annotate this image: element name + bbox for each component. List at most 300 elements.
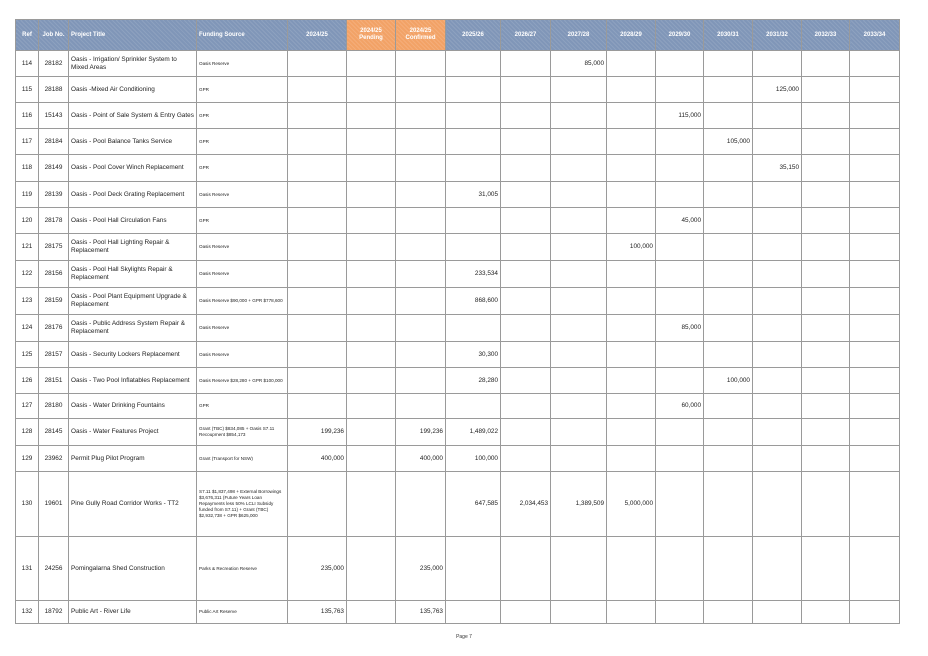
amount-cell [656,288,704,315]
ref-cell: 124 [16,315,39,342]
project-title-cell: Oasis - Point of Sale System & Entry Gates [69,103,197,129]
amount-cell [396,129,446,155]
amount-cell [396,342,446,368]
amount-cell: 400,000 [288,446,347,472]
ref-cell: 117 [16,129,39,155]
amount-cell [656,472,704,537]
job-number-cell: 28180 [39,394,69,419]
amount-cell [347,537,396,601]
amount-cell [802,342,850,368]
amount-cell [850,288,900,315]
amount-cell [551,446,607,472]
amount-cell [551,288,607,315]
amount-cell [704,208,753,234]
amount-cell [753,51,802,77]
amount-cell: 100,000 [607,234,656,261]
amount-cell [446,103,501,129]
col-2030-31-header: 2030/31 [704,20,753,51]
amount-cell [850,51,900,77]
ref-cell: 126 [16,368,39,394]
amount-cell [753,103,802,129]
table-row [16,394,900,419]
amount-cell [501,155,551,182]
amount-cell [396,155,446,182]
col-2024-25-pending-header: 2024/25 Pending [347,20,396,51]
amount-cell [446,394,501,419]
amount-cell [551,208,607,234]
amount-cell: 647,585 [446,472,501,537]
ref-cell: 131 [16,537,39,601]
amount-cell: 100,000 [704,368,753,394]
ref-cell: 128 [16,419,39,446]
funding-source-cell: Oasis Reserve $28,280 + GPR $100,000 [197,368,288,394]
amount-cell [704,234,753,261]
amount-cell [802,129,850,155]
amount-cell [607,394,656,419]
amount-cell [802,368,850,394]
funding-source-cell: Grant (Transport for NSW) [197,446,288,472]
job-number-cell: 28145 [39,419,69,446]
amount-cell [607,601,656,624]
amount-cell [501,103,551,129]
ref-cell: 118 [16,155,39,182]
amount-cell [607,288,656,315]
amount-cell: 45,000 [656,208,704,234]
project-title-cell: Oasis - Water Features Project [69,419,197,446]
amount-cell [704,537,753,601]
amount-cell [802,234,850,261]
amount-cell [501,601,551,624]
amount-cell [656,77,704,103]
table-body [16,51,900,624]
project-title-cell: Oasis - Irrigation/ Sprinkler System to Mixed Areas [69,51,197,77]
amount-cell [802,394,850,419]
amount-cell [704,394,753,419]
amount-cell [501,234,551,261]
amount-cell [704,315,753,342]
amount-cell [551,261,607,288]
amount-cell [607,537,656,601]
amount-cell [501,342,551,368]
amount-cell [802,315,850,342]
amount-cell [446,315,501,342]
col-2028-29-header: 2028/29 [607,20,656,51]
amount-cell [753,182,802,208]
amount-cell: 199,236 [396,419,446,446]
amount-cell [347,103,396,129]
amount-cell: 85,000 [656,315,704,342]
ref-cell: 132 [16,601,39,624]
amount-cell [396,261,446,288]
amount-cell [656,234,704,261]
col-ref-header: Ref [16,20,39,51]
funding-source-cell: GPR [197,77,288,103]
amount-cell [656,446,704,472]
amount-cell [850,103,900,129]
amount-cell [347,234,396,261]
amount-cell [288,394,347,419]
table-row [16,446,900,472]
amount-cell [704,288,753,315]
amount-cell [704,419,753,446]
job-number-cell: 28151 [39,368,69,394]
amount-cell [347,419,396,446]
amount-cell [850,77,900,103]
amount-cell [501,419,551,446]
amount-cell: 85,000 [551,51,607,77]
amount-cell [347,342,396,368]
col-2032-33-header: 2032/33 [802,20,850,51]
job-number-cell: 28182 [39,51,69,77]
amount-cell [396,234,446,261]
amount-cell [446,155,501,182]
amount-cell [704,261,753,288]
amount-cell [607,155,656,182]
amount-cell [704,472,753,537]
amount-cell [656,261,704,288]
amount-cell [288,103,347,129]
amount-cell [753,472,802,537]
amount-cell [850,315,900,342]
amount-cell [288,288,347,315]
table-row [16,208,900,234]
ref-cell: 130 [16,472,39,537]
amount-cell [850,419,900,446]
amount-cell [501,394,551,419]
table-row [16,368,900,394]
amount-cell: 60,000 [656,394,704,419]
amount-cell [347,182,396,208]
amount-cell [802,155,850,182]
job-number-cell: 18792 [39,601,69,624]
amount-cell [656,419,704,446]
project-title-cell: Oasis - Two Pool Inflatables Replacement [69,368,197,394]
amount-cell [607,261,656,288]
funding-source-cell: Oasis Reserve [197,51,288,77]
col-2026-27-header: 2026/27 [501,20,551,51]
project-title-cell: Oasis - Pool Plant Equipment Upgrade & Replacement [69,288,197,315]
amount-cell: 5,000,000 [607,472,656,537]
amount-cell [753,288,802,315]
amount-cell: 35,150 [753,155,802,182]
amount-cell [551,129,607,155]
job-number-cell: 28188 [39,77,69,103]
amount-cell [850,446,900,472]
amount-cell: 30,300 [446,342,501,368]
col-title-header: Project Title [69,20,197,51]
amount-cell: 135,763 [288,601,347,624]
header-row [16,20,900,51]
amount-cell [396,77,446,103]
amount-cell [802,537,850,601]
amount-cell [551,368,607,394]
job-number-cell: 19601 [39,472,69,537]
amount-cell: 125,000 [753,77,802,103]
amount-cell [753,368,802,394]
funding-source-cell: GPR [197,129,288,155]
project-title-cell: Oasis - Pool Hall Skylights Repair & Replacement [69,261,197,288]
amount-cell [396,315,446,342]
amount-cell [551,342,607,368]
amount-cell [396,472,446,537]
amount-cell [288,342,347,368]
amount-cell [347,155,396,182]
amount-cell [607,182,656,208]
amount-cell [446,129,501,155]
amount-cell [607,419,656,446]
amount-cell [501,129,551,155]
project-title-cell: Oasis - Security Lockers Replacement [69,342,197,368]
col-job-header: Job No. [39,20,69,51]
amount-cell [704,342,753,368]
funding-source-cell: GPR [197,394,288,419]
amount-cell [446,77,501,103]
amount-cell [607,446,656,472]
amount-cell [501,261,551,288]
amount-cell [288,208,347,234]
amount-cell [656,368,704,394]
amount-cell [347,394,396,419]
job-number-cell: 28139 [39,182,69,208]
amount-cell [347,472,396,537]
funding-source-cell: GPR [197,155,288,182]
amount-cell [396,208,446,234]
amount-cell [802,77,850,103]
amount-cell [607,315,656,342]
ref-cell: 116 [16,103,39,129]
amount-cell [288,129,347,155]
amount-cell [753,446,802,472]
table-row [16,419,900,446]
amount-cell: 868,600 [446,288,501,315]
amount-cell [607,77,656,103]
amount-cell [802,103,850,129]
table-row [16,601,900,624]
job-number-cell: 24256 [39,537,69,601]
amount-cell [802,182,850,208]
amount-cell [850,234,900,261]
amount-cell [753,315,802,342]
amount-cell [347,77,396,103]
project-title-cell: Oasis -Mixed Air Conditioning [69,77,197,103]
amount-cell [501,315,551,342]
amount-cell [501,537,551,601]
amount-cell [396,51,446,77]
ref-cell: 119 [16,182,39,208]
amount-cell [802,51,850,77]
amount-cell [656,537,704,601]
amount-cell [396,182,446,208]
amount-cell: 135,763 [396,601,446,624]
job-number-cell: 28178 [39,208,69,234]
project-title-cell: Oasis - Pool Balance Tanks Service [69,129,197,155]
table-row [16,182,900,208]
amount-cell [446,601,501,624]
amount-cell [396,288,446,315]
amount-cell [446,51,501,77]
amount-cell [607,208,656,234]
amount-cell [656,129,704,155]
amount-cell [753,129,802,155]
amount-cell [396,103,446,129]
funding-source-cell: GPR [197,208,288,234]
ref-cell: 122 [16,261,39,288]
amount-cell [501,368,551,394]
capital-works-table [15,19,900,624]
amount-cell [347,51,396,77]
job-number-cell: 28176 [39,315,69,342]
amount-cell [656,601,704,624]
table-row [16,234,900,261]
funding-source-cell: Oasis Reserve [197,315,288,342]
amount-cell [396,394,446,419]
amount-cell [753,601,802,624]
col-2024-25-confirmed-header: 2024/25 Confirmed [396,20,446,51]
table-row [16,129,900,155]
amount-cell [850,394,900,419]
amount-cell [802,288,850,315]
table-row [16,51,900,77]
amount-cell [551,234,607,261]
amount-cell [656,155,704,182]
amount-cell: 235,000 [396,537,446,601]
project-title-cell: Oasis - Water Drinking Fountains [69,394,197,419]
amount-cell: 199,236 [288,419,347,446]
amount-cell [850,537,900,601]
page-number: Page 7 [456,634,472,640]
funding-source-cell: Parks & Recreation Reserve [197,537,288,601]
amount-cell [288,261,347,288]
project-title-cell: Pine Gully Road Corridor Works - TT2 [69,472,197,537]
amount-cell [704,446,753,472]
amount-cell: 105,000 [704,129,753,155]
amount-cell [551,419,607,446]
amount-cell [607,103,656,129]
funding-source-cell: Oasis Reserve [197,182,288,208]
table-row [16,537,900,601]
amount-cell [850,472,900,537]
project-title-cell: Oasis - Pool Hall Circulation Fans [69,208,197,234]
table-row [16,261,900,288]
amount-cell [347,446,396,472]
amount-cell [288,182,347,208]
ref-cell: 120 [16,208,39,234]
amount-cell [753,234,802,261]
amount-cell [753,342,802,368]
amount-cell [704,182,753,208]
amount-cell [753,394,802,419]
amount-cell [347,261,396,288]
funding-source-cell: Oasis Reserve $90,000 + GPR $778,600 [197,288,288,315]
funding-source-cell: Oasis Reserve [197,234,288,261]
amount-cell: 31,005 [446,182,501,208]
amount-cell [288,77,347,103]
job-number-cell: 28159 [39,288,69,315]
amount-cell [704,103,753,129]
amount-cell [288,368,347,394]
project-title-cell: Oasis - Pool Cover Winch Replacement [69,155,197,182]
amount-cell [656,51,704,77]
amount-cell [501,208,551,234]
amount-cell [607,342,656,368]
job-number-cell: 28157 [39,342,69,368]
amount-cell: 1,389,509 [551,472,607,537]
amount-cell [753,537,802,601]
amount-cell [501,182,551,208]
amount-cell [850,261,900,288]
ref-cell: 123 [16,288,39,315]
amount-cell [753,261,802,288]
col-2029-30-header: 2029/30 [656,20,704,51]
amount-cell [607,129,656,155]
amount-cell [704,77,753,103]
ref-cell: 129 [16,446,39,472]
amount-cell [288,315,347,342]
job-number-cell: 28184 [39,129,69,155]
amount-cell [704,155,753,182]
job-number-cell: 15143 [39,103,69,129]
funding-source-cell: S7.11 $1,837,498 + External Borrowings $3,676,311 (Future Years Loan Repayments less 50% LCLI Subsidy funded from S7.11) + Grant (TBC) $2,932,738 + GPR $625,000 [197,472,288,537]
table-row [16,155,900,182]
amount-cell [288,51,347,77]
amount-cell [607,51,656,77]
project-title-cell: Permit Plug Pilot Program [69,446,197,472]
col-2024-25-header: 2024/25 [288,20,347,51]
amount-cell [656,342,704,368]
amount-cell: 28,280 [446,368,501,394]
funding-source-cell: Public Art Reserve [197,601,288,624]
amount-cell [802,208,850,234]
amount-cell [288,234,347,261]
amount-cell [551,155,607,182]
amount-cell [501,51,551,77]
amount-cell [347,129,396,155]
ref-cell: 125 [16,342,39,368]
amount-cell [347,315,396,342]
job-number-cell: 28149 [39,155,69,182]
amount-cell [753,419,802,446]
project-title-cell: Oasis - Public Address System Repair & Replacement [69,315,197,342]
table-row [16,103,900,129]
ref-cell: 127 [16,394,39,419]
project-title-cell: Oasis - Pool Hall Lighting Repair & Replacement [69,234,197,261]
amount-cell: 235,000 [288,537,347,601]
amount-cell: 100,000 [446,446,501,472]
job-number-cell: 23962 [39,446,69,472]
ref-cell: 115 [16,77,39,103]
amount-cell [551,537,607,601]
amount-cell: 233,534 [446,261,501,288]
amount-cell [347,601,396,624]
table-row [16,77,900,103]
table-row [16,342,900,368]
amount-cell [551,394,607,419]
amount-cell [850,182,900,208]
ref-cell: 114 [16,51,39,77]
amount-cell [850,129,900,155]
project-title-cell: Public Art - River Life [69,601,197,624]
amount-cell [850,208,900,234]
amount-cell: 2,034,453 [501,472,551,537]
amount-cell [802,261,850,288]
amount-cell [551,601,607,624]
amount-cell [850,368,900,394]
amount-cell [551,77,607,103]
amount-cell [446,537,501,601]
amount-cell [656,182,704,208]
funding-source-cell: GPR [197,103,288,129]
amount-cell [551,315,607,342]
